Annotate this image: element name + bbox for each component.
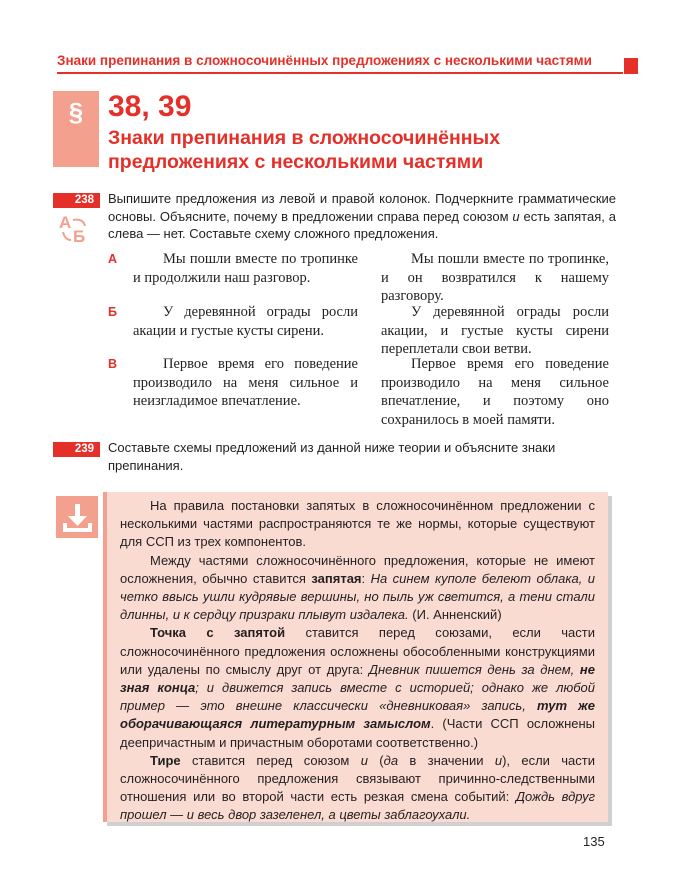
- svg-text:А: А: [59, 213, 72, 232]
- exercise-238-task: [108, 190, 616, 243]
- exercise-number-238: 238: [53, 193, 100, 208]
- right-sentence-v: Первое время его поведение производило на меня сильное впечатление, и поэтому оно сохранилось в моей памяти.: [381, 356, 609, 428]
- right-sentence-a: Мы пошли вместе по тропинке, и он возвратился к нашему разговору.: [381, 251, 609, 304]
- task-text: есть запятая, а слева — нет. Составьте схему сложного предложения.: [108, 208, 616, 241]
- theory-paragraph: Между частями сложносочинённого предложения, которые не имеют осложнения, обычно ставится запятая: На синем куполе белеют облака, и четко ввысь ушли кудрявые вершины, но пыль уж светится, а тени стали длинны, и к сердцу призраки плывут издалека. (И. Анненский): [120, 552, 595, 623]
- running-header: Знаки препинания в сложносочинённых предложениях с несколькими частями: [57, 53, 592, 68]
- row-letter-v: В: [108, 357, 118, 371]
- paragraph-title-line: Знаки препинания в сложносочинённых: [108, 127, 501, 149]
- paragraph-title-line: предложениях с несколькими частями: [108, 151, 484, 173]
- paragraph-symbol-badge: §: [53, 91, 99, 167]
- left-sentence-a: Мы пошли вместе по тропинке и продолжили наш разговор.: [133, 251, 358, 286]
- theory-paragraph: Точка с запятой ставится перед союзами, если части сложносочинённого предложения осложнены обособленными конструкциями или удалены по смыслу друг от друга: Дневник пишется день за днем, не зная конца; и движется запись вместе с историей; однако же любой пример — это внешне классически «дневниковая» запись, тут же оборачивающаяся литературным замыслом. (Части ССП осложнены деепричастным и причастным оборотами соответственно.): [120, 625, 595, 750]
- theory-paragraph: На правила постановки запятых в сложносочинённом предложении с несколькими частями распространяются те же нормы, которые существуют для ССП из трех компонентов.: [120, 498, 595, 550]
- row-letter-a: А: [108, 252, 118, 266]
- theory-text: [120, 497, 595, 825]
- svg-text:Б: Б: [73, 227, 86, 244]
- page-number: 135: [583, 834, 605, 849]
- row-letter-b: Б: [108, 305, 117, 319]
- paragraph-number: 38, 39: [108, 90, 192, 123]
- task-text: Выпишите предложения из левой и правой колонок. Подчеркните грамматические основы. Объясните, почему в предложении справа перед союзом: [108, 191, 616, 224]
- right-sentence-b: У деревянной ограды росли акации, и густые кусты сирени переплетали свои ветви.: [381, 304, 609, 357]
- header-rule: [57, 72, 623, 74]
- download-icon: [56, 496, 98, 538]
- header-marker: [624, 58, 638, 74]
- paragraph-title: [108, 126, 568, 174]
- theory-paragraph: Тире ставится перед союзом и (да в значении и), если части сложносочинённого предложения связывают причинно-следственными отношения или во второй части есть резкая смена событий: Дождь вдруг прошел — и весь двор зазеленел, а цветы заблагоухали.: [120, 752, 596, 823]
- abc-letters-icon: [59, 212, 93, 244]
- left-sentence-b: У деревянной ограды росли акации и густые кусты сирени.: [133, 304, 358, 339]
- task-conjunction: и: [512, 208, 520, 224]
- left-sentence-v: Первое время его поведение производило на меня сильное и неизгладимое впечатление.: [133, 356, 358, 409]
- exercise-239-task: Составьте схемы предложений из данной ниже теории и объясните знаки препинания.: [108, 440, 556, 473]
- exercise-number-239: 239: [53, 442, 100, 457]
